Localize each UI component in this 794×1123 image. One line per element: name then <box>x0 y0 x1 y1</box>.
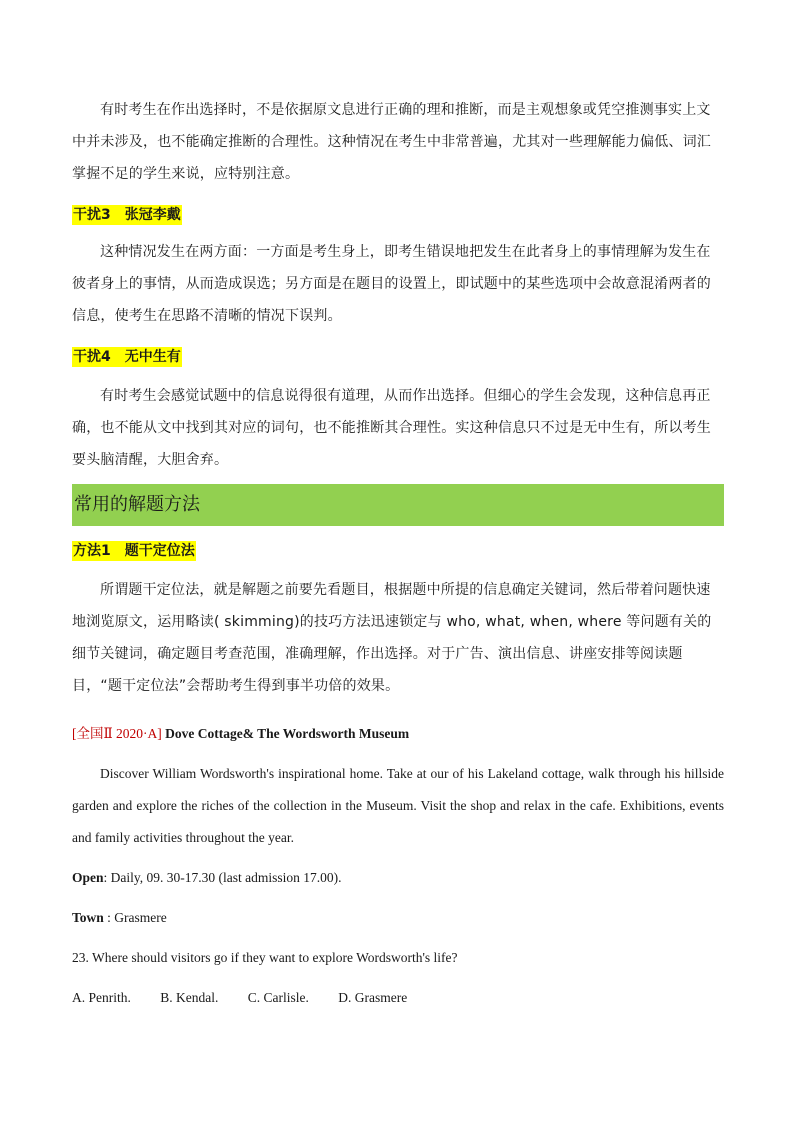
example-source-line <box>72 718 724 750</box>
paragraph-text: 所谓题干定位法，就是解题之前要先看题目，根据题中所提的信息确定关键词，然后带着问题快速地浏览原文，运用略读( skimming)的技巧方法迅速锁定与 who, what, when, where 等问题有关的细节关键词，确定题目考查范围，准确理解，作出选择。对于广告、演出信息、讲座安排等阅读题目，“题干定位法”会帮助考生得到事半功倍的效果。 <box>72 582 712 694</box>
section-header-methods: 常用的解题方法 <box>72 484 724 526</box>
heading-method-1 <box>72 540 196 561</box>
heading-interference-3 <box>72 204 182 225</box>
question-line <box>72 942 724 974</box>
paragraph-text: 有时考生会感觉试题中的信息说得很有道理，从而作出选择。但细心的学生会发现，这种信息再正确，也不能从文中找到其对应的词句，也不能推断其合理性。实这种信息只不过是无中生有，所以考生要头脑清醒，大胆舍弃。 <box>72 388 711 468</box>
town-label: Town <box>72 910 104 925</box>
heading-text: 方法1 题干定位法 <box>73 543 195 559</box>
open-hours-line <box>72 862 724 894</box>
open-value: : Daily, 09. 30-17.30 (last admission 17.00). <box>103 870 342 885</box>
source-tag: [全国Ⅱ 2020·A] <box>72 726 162 741</box>
passage-text: Discover William Wordsworth's inspirational home. Take at our of his Lakeland cottage, walk through his hillside garden and explore the riches of the collection in the Museum. Visit the shop and relax in the cafe. Exhibitions, events and family activities throughout the year. <box>72 766 724 845</box>
paragraph-confusion <box>72 236 724 332</box>
example-passage <box>72 758 724 854</box>
paragraph-text: 这种情况发生在两方面：一方面是考生身上，即考生错误地把发生在此者身上的事情理解为发生在彼者身上的事情，从而造成误选；另方面是在题目的设置上，即试题中的某些选项中会故意混淆两者的信息，使考生在思路不清晰的情况下误判。 <box>72 244 711 324</box>
heading-text: 干扰3 张冠李戴 <box>73 207 181 223</box>
paragraph-text: 有时考生在作出选择时，不是依据原文息进行正确的理和推断，而是主观想象或凭空推测事实上文中并未涉及，也不能确定推断的合理性。这种情况在考生中非常普遍，尤其对一些理解能力偏低、词汇掌握不足的学生来说，应特别注意。 <box>72 102 711 182</box>
heading-interference-4 <box>72 346 182 367</box>
option-b: B. Kendal. <box>160 990 219 1005</box>
answer-options <box>72 982 724 1014</box>
town-line <box>72 902 724 934</box>
question-text: 23. Where should visitors go if they want to explore Wordsworth's life? <box>72 950 458 965</box>
open-label: Open <box>72 870 104 885</box>
passage-title: Dove Cottage& The Wordsworth Museum <box>165 726 410 741</box>
option-a: A. Penrith. <box>72 990 131 1005</box>
heading-text: 干扰4 无中生有 <box>73 349 181 365</box>
option-c: C. Carlisle. <box>247 990 309 1005</box>
paragraph-misjudgment <box>72 94 724 190</box>
paragraph-method-description <box>72 574 724 702</box>
town-value: : Grasmere <box>103 910 167 925</box>
paragraph-fabrication <box>72 380 724 476</box>
option-d: D. Grasmere <box>338 990 408 1005</box>
